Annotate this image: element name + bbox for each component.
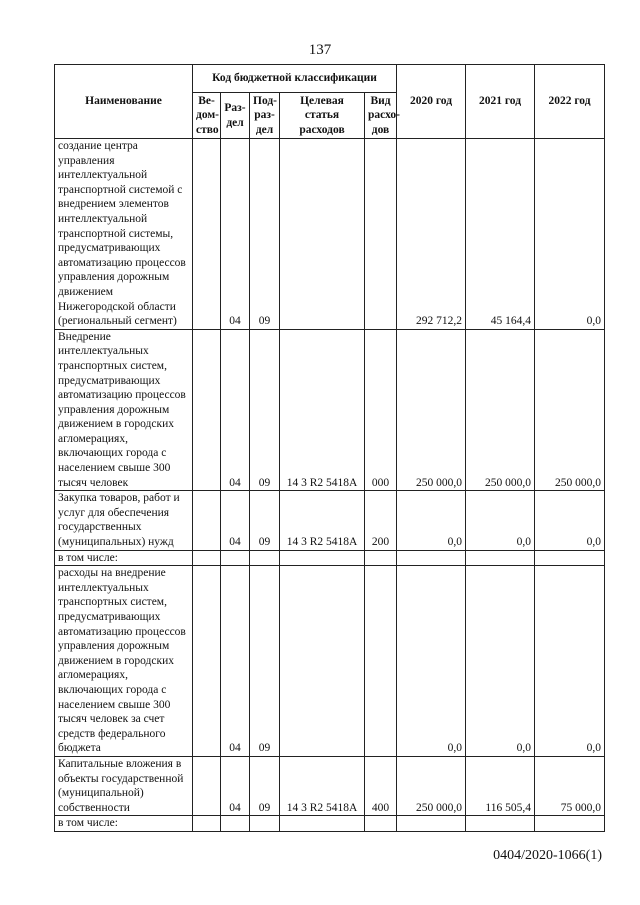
row-vid (365, 816, 397, 832)
row-ved (193, 816, 221, 832)
row-2021 (466, 816, 535, 832)
row-ved (193, 491, 221, 550)
row-name: в том числе: (55, 550, 193, 566)
row-2022: 0,0 (535, 566, 605, 757)
row-2020 (397, 550, 466, 566)
table-row (55, 566, 605, 757)
row-podrazdel: 09 (250, 329, 280, 491)
header-name: Наименование (55, 65, 193, 139)
row-tselevaya: 14 3 R2 5418A (280, 491, 365, 550)
row-tselevaya (280, 816, 365, 832)
row-podrazdel: 09 (250, 756, 280, 815)
row-2021: 116 505,4 (466, 756, 535, 815)
header-vid: Вид расхо-дов (365, 93, 397, 139)
row-vid: 200 (365, 491, 397, 550)
row-2022: 0,0 (535, 491, 605, 550)
row-podrazdel: 09 (250, 566, 280, 757)
header-razdel: Раз-дел (221, 93, 250, 139)
row-tselevaya: 14 3 R2 5418A (280, 329, 365, 491)
header-code-group: Код бюджетной классификации (193, 65, 397, 93)
table-row (55, 329, 605, 491)
row-2021 (466, 550, 535, 566)
row-2020 (397, 816, 466, 832)
row-razdel (221, 550, 250, 566)
row-razdel (221, 816, 250, 832)
row-2020: 292 712,2 (397, 139, 466, 330)
row-2021: 0,0 (466, 566, 535, 757)
row-name: в том числе: (55, 816, 193, 832)
row-vid: 400 (365, 756, 397, 815)
budget-table (54, 64, 605, 832)
table-row (55, 816, 605, 832)
table-row (55, 139, 605, 330)
row-ved (193, 139, 221, 330)
row-ved (193, 756, 221, 815)
header-2020: 2020 год (397, 65, 466, 139)
row-name: Капитальные вложения в объекты государственной (муниципальной) собственности (55, 756, 193, 815)
row-ved (193, 550, 221, 566)
page-number: 137 (308, 42, 332, 58)
header-vedomstvo: Ве-дом-ство (193, 93, 221, 139)
row-2020: 0,0 (397, 566, 466, 757)
row-razdel: 04 (221, 139, 250, 330)
row-ved (193, 566, 221, 757)
row-razdel: 04 (221, 491, 250, 550)
row-name: Внедрение интеллектуальных транспортных систем, предусматривающих автоматизацию процессов управления дорожным движением в городских агломерациях, включающих города с населением свыше 300 тысяч человек (55, 329, 193, 491)
table-row (55, 550, 605, 566)
row-name: создание центра управления интеллектуальной транспортной системой с внедрением элементов интеллектуальной транспортной системы, предусматривающих автоматизацию процессов управления дорожным движением Нижегородской области (региональный сегмент) (55, 139, 193, 330)
document-code: 0404/2020-1066(1) (493, 848, 602, 863)
row-2022: 0,0 (535, 139, 605, 330)
header-2022: 2022 год (535, 65, 605, 139)
header-podrazdel: Под-раз-дел (250, 93, 280, 139)
table-row (55, 491, 605, 550)
row-vid (365, 139, 397, 330)
row-podrazdel: 09 (250, 139, 280, 330)
row-tselevaya (280, 566, 365, 757)
row-razdel: 04 (221, 329, 250, 491)
table-row (55, 756, 605, 815)
row-2022: 75 000,0 (535, 756, 605, 815)
row-tselevaya (280, 550, 365, 566)
row-2022: 250 000,0 (535, 329, 605, 491)
row-2022 (535, 550, 605, 566)
row-2021: 250 000,0 (466, 329, 535, 491)
row-ved (193, 329, 221, 491)
row-podrazdel (250, 550, 280, 566)
row-2021: 45 164,4 (466, 139, 535, 330)
row-name: расходы на внедрение интеллектуальных транспортных систем, предусматривающих автоматизацию процессов управления дорожным движением в городских агломерациях, включающих города с населением свыше 300 тысяч человек за счет средств федерального бюджета (55, 566, 193, 757)
row-2020: 250 000,0 (397, 756, 466, 815)
header-2021: 2021 год (466, 65, 535, 139)
row-2020: 250 000,0 (397, 329, 466, 491)
row-podrazdel (250, 816, 280, 832)
row-razdel: 04 (221, 566, 250, 757)
row-2020: 0,0 (397, 491, 466, 550)
row-name: Закупка товаров, работ и услуг для обеспечения государственных (муниципальных) нужд (55, 491, 193, 550)
row-vid: 000 (365, 329, 397, 491)
row-2022 (535, 816, 605, 832)
row-tselevaya: 14 3 R2 5418A (280, 756, 365, 815)
row-razdel: 04 (221, 756, 250, 815)
row-vid (365, 566, 397, 757)
header-tselevaya: Целевая статья расходов (280, 93, 365, 139)
row-vid (365, 550, 397, 566)
row-2021: 0,0 (466, 491, 535, 550)
row-tselevaya (280, 139, 365, 330)
row-podrazdel: 09 (250, 491, 280, 550)
